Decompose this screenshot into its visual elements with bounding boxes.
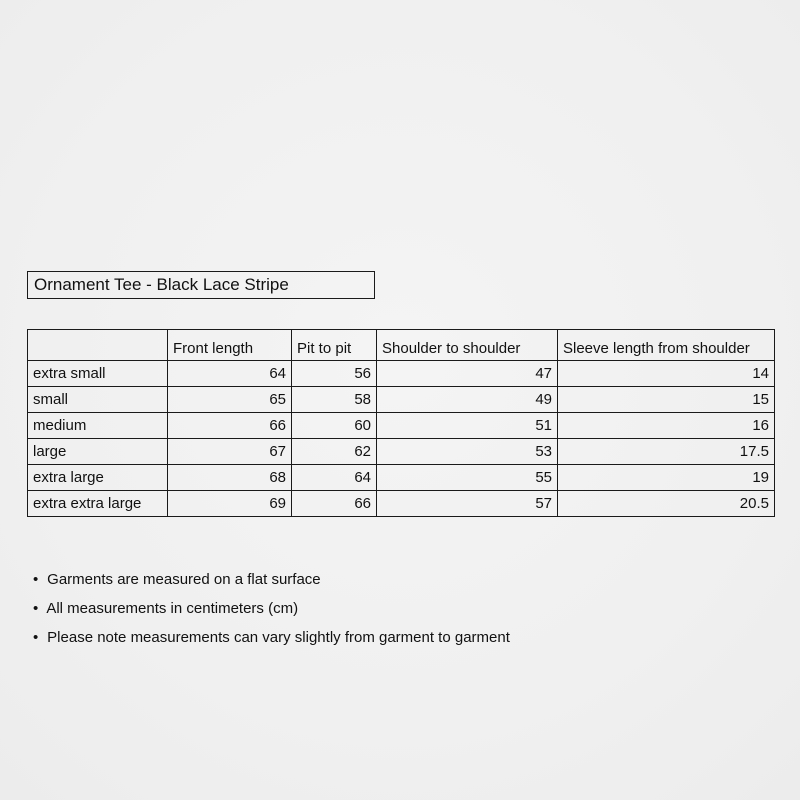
- cell-shoulder-to-shoulder: 53: [377, 439, 558, 465]
- cell-sleeve-length: 14: [558, 361, 775, 387]
- cell-pit-to-pit: 64: [292, 465, 377, 491]
- note-text: All measurements in centimeters (cm): [46, 600, 299, 617]
- list-item: [33, 626, 510, 655]
- cell-sleeve-length: 15: [558, 387, 775, 413]
- list-item: [33, 568, 510, 597]
- cell-sleeve-length: 20.5: [558, 491, 775, 517]
- cell-shoulder-to-shoulder: 47: [377, 361, 558, 387]
- header-pit-to-pit: Pit to pit: [292, 330, 377, 361]
- cell-sleeve-length: 17.5: [558, 439, 775, 465]
- product-title-text: Ornament Tee - Black Lace Stripe: [34, 275, 289, 294]
- cell-shoulder-to-shoulder: 57: [377, 491, 558, 517]
- table-row: [28, 361, 775, 387]
- cell-pit-to-pit: 56: [292, 361, 377, 387]
- row-size-label: medium: [28, 413, 168, 439]
- product-title: [27, 271, 375, 299]
- header-sleeve-length: Sleeve length from shoulder: [558, 330, 775, 361]
- cell-pit-to-pit: 60: [292, 413, 377, 439]
- cell-front-length: 65: [168, 387, 292, 413]
- cell-front-length: 68: [168, 465, 292, 491]
- cell-front-length: 67: [168, 439, 292, 465]
- cell-pit-to-pit: 66: [292, 491, 377, 517]
- bullet-icon: •: [33, 600, 39, 617]
- bullet-icon: •: [33, 629, 39, 646]
- table-row: [28, 465, 775, 491]
- cell-front-length: 64: [168, 361, 292, 387]
- table-row: [28, 387, 775, 413]
- cell-pit-to-pit: 62: [292, 439, 377, 465]
- header-front-length: Front length: [168, 330, 292, 361]
- header-size: [28, 330, 168, 361]
- size-table: [27, 329, 775, 517]
- cell-sleeve-length: 16: [558, 413, 775, 439]
- cell-sleeve-length: 19: [558, 465, 775, 491]
- bullet-icon: •: [33, 571, 39, 588]
- table-row: [28, 439, 775, 465]
- table-row: [28, 413, 775, 439]
- table-header-row: [28, 330, 775, 361]
- note-text: Please note measurements can vary slightly from garment to garment: [47, 629, 510, 646]
- cell-front-length: 66: [168, 413, 292, 439]
- cell-shoulder-to-shoulder: 49: [377, 387, 558, 413]
- table-row: [28, 491, 775, 517]
- row-size-label: extra small: [28, 361, 168, 387]
- row-size-label: extra extra large: [28, 491, 168, 517]
- list-item: [33, 597, 510, 626]
- row-size-label: large: [28, 439, 168, 465]
- header-shoulder-to-shoulder: Shoulder to shoulder: [377, 330, 558, 361]
- note-text: Garments are measured on a flat surface: [47, 571, 321, 588]
- cell-pit-to-pit: 58: [292, 387, 377, 413]
- row-size-label: small: [28, 387, 168, 413]
- cell-front-length: 69: [168, 491, 292, 517]
- cell-shoulder-to-shoulder: 55: [377, 465, 558, 491]
- cell-shoulder-to-shoulder: 51: [377, 413, 558, 439]
- row-size-label: extra large: [28, 465, 168, 491]
- measurement-notes: [33, 568, 510, 655]
